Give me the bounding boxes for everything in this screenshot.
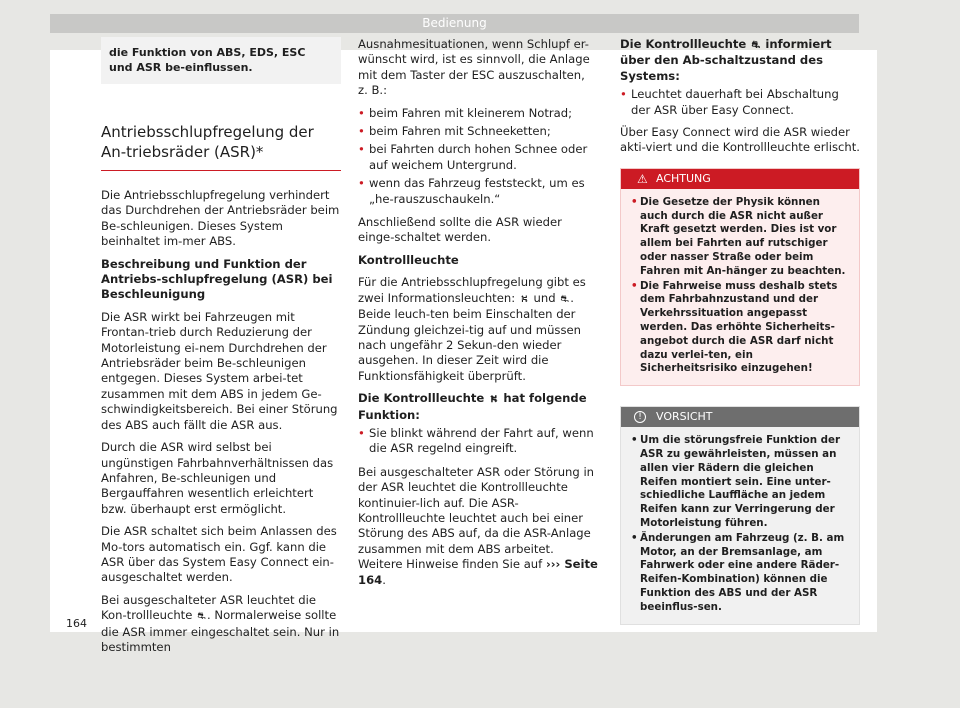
- warning-body: [621, 189, 859, 385]
- paragraph: Durch die ASR wird selbst bei ungünstigen Fahrbahnverhältnissen das Anfahren, Be-schleunigen und Bergauffahren wesentlich erleichtert bzw. überhaupt erst ermöglicht.: [101, 440, 334, 516]
- continued-callout: die Funktion von ABS, EDS, ESC und ASR be-einflussen.: [101, 37, 341, 84]
- paragraph: Ausnahmesituationen, wenn Schlupf er-wünscht wird, ist es sinnvoll, die Anlage mit dem Taster der ESC auszuschalten, z. B.:: [358, 37, 590, 98]
- list-item: [358, 176, 598, 207]
- sub-heading-kontrollleuchte: Kontrollleuchte: [358, 252, 459, 267]
- list-item: [358, 106, 598, 121]
- list-item: [620, 87, 860, 118]
- caution-box: [620, 406, 860, 624]
- bullet-icon: •: [358, 425, 365, 440]
- paragraph: Anschließend sollte die ASR wieder einge-schaltet werden.: [358, 215, 562, 245]
- text-span: Die Kontrollleuchte: [358, 391, 489, 406]
- asr-off-lamp-icon: ⛐: [197, 611, 206, 623]
- text-span: . Beide leuch-ten beim Einschalten der Zündung gleichzei-tig auf und müssen nach ungefähr 2 Sekun-den wieder ausgehen. In dieser Zeit wird die Funktionsfähigkeit überprüft.: [358, 290, 581, 383]
- column-1: [101, 37, 341, 662]
- list-item-text: beim Fahren mit kleinerem Notrad;: [369, 105, 573, 120]
- warning-title: ACHTUNG: [656, 171, 711, 185]
- intro-paragraph: Die Antriebsschlupfregelung verhindert das Durchdrehen der Antriebsräder beim Be-schleunigen. Dieses System beinhaltet im-mer ABS.: [101, 188, 340, 249]
- asr-warning-lamp-icon: ⛕: [490, 394, 498, 406]
- text-span: Für die Antriebsschlupfregelung gibt es zwei Informationsleuchten:: [358, 275, 586, 305]
- asr-warning-lamp-icon: ⛕: [520, 293, 529, 305]
- caution-item-text: Änderungen am Fahrzeug (z. B. am Motor, an der Bremsanlage, am Fahrwerk oder eine andere Räder-Reifen-Kombination) können die Funktion des ABS und der ASR beeinflus-sen.: [640, 531, 845, 613]
- paragraph: [101, 593, 341, 656]
- sub-heading-status: [620, 37, 860, 84]
- warning-header: [621, 169, 859, 189]
- warning-item: [631, 280, 851, 377]
- text-span: Bei ausgeschalteter ASR leuchtet die Kon-trollleuchte: [101, 592, 316, 623]
- text-span: Die Kontrollleuchte: [620, 37, 751, 51]
- bullet-icon: •: [631, 195, 638, 208]
- caution-title: VORSICHT: [656, 410, 713, 424]
- page-number: 164: [66, 617, 87, 630]
- paragraph: Die ASR schaltet sich beim Anlassen des Mo-tors automatisch ein. Ggf. kann die ASR über das System Easy Connect ein- ausgeschaltet werden.: [101, 524, 337, 585]
- caution-body: [621, 427, 859, 623]
- link-text: Seite 164: [358, 557, 598, 587]
- column-2: [358, 37, 598, 595]
- bullet-icon: •: [358, 176, 365, 191]
- list-item: [358, 426, 598, 457]
- bullet-icon: •: [620, 87, 627, 102]
- list-item: [358, 124, 598, 139]
- column-3: [620, 37, 860, 625]
- text-span: . Normalerweise sollte die ASR immer eingeschaltet sein. Nur in bestimmten: [101, 608, 340, 654]
- warning-box: [620, 168, 860, 386]
- bullet-icon: •: [358, 105, 365, 120]
- warning-item-text: Die Fahrweise muss deshalb stets dem Fahrbahnzustand und der Verkehrssituation angepasst werden. Das erhöhte Sicherheits-angebot durch die ASR darf nicht dazu verlei-ten, ein Sicherheitsrisiko einzugehen!: [640, 279, 838, 375]
- caution-header: [621, 407, 859, 427]
- list-item-text: wenn das Fahrzeug feststeckt, um es „he-rauszuschaukeln.“: [369, 176, 585, 206]
- bullet-icon: •: [631, 279, 638, 292]
- asr-off-lamp-icon: ⛐: [560, 293, 570, 305]
- info-circle-icon: !: [634, 411, 646, 423]
- paragraph: [358, 275, 598, 384]
- caution-item-text: Um die störungsfreie Funktion der ASR zu gewährleisten, müssen an allen vier Rädern die gleichen Reifen montiert sein. Eine unter-schiedliche Lauffläche an jedem Reifen kann zur Verringerung der Motorleistung führen.: [640, 434, 841, 529]
- caution-item: [631, 532, 851, 615]
- caution-item: [631, 434, 851, 531]
- paragraph: Über Easy Connect wird die ASR wieder akti-viert und die Kontrollleuchte erlischt.: [620, 125, 860, 155]
- sub-heading-function: [358, 391, 598, 423]
- warning-triangle-icon: ⚠: [637, 171, 648, 186]
- list-item-text: Sie blinkt während der Fahrt auf, wenn die ASR regelnd eingreift.: [369, 425, 594, 456]
- bullet-icon: •: [358, 142, 365, 157]
- list-item-text: beim Fahren mit Schneeketten;: [369, 124, 551, 139]
- text-span: .: [382, 572, 386, 587]
- text-span: Bei ausgeschalteter ASR oder Störung in der ASR leuchtet die Kontrollleuchte kontinuier-lich auf. Die ASR-Kontrollleuchte leuchtet auch bei einer Störung des ABS auf, da die ASR-Anlage zusammen mit dem ABS arbeitet. Weitere Hinweise finden Sie auf: [358, 464, 595, 572]
- paragraph: [358, 465, 598, 588]
- text-span: informiert über den Ab-schaltzustand des Systems:: [620, 37, 832, 83]
- bullet-icon: •: [631, 434, 638, 447]
- warning-item-text: Die Gesetze der Physik können auch durch die ASR nicht außer Kraft gesetzt werden. Dies ist vor allem bei Fahrten auf rutschiger oder nasser Straße oder beim Fahren mit An-hänger zu beachten.: [640, 195, 846, 277]
- bullet-icon: •: [358, 124, 365, 139]
- asr-off-lamp-icon: ⛐: [751, 40, 761, 51]
- paragraph: Die ASR wirkt bei Fahrzeugen mit Frontan-trieb durch Reduzierung der Motorleistung ei-nem Durchdrehen der Antriebsräder beim Be-schleunigen entgegen. Dieses System arbei-tet zusammen mit dem ABS in jedem Ge-schwindigkeitsbereich. Bei einer Störung des ABS auch fällt die ASR aus.: [101, 309, 338, 432]
- text-span: und: [529, 290, 560, 305]
- link-arrow-icon: ›››: [545, 557, 561, 572]
- list-item-text: Leuchtet dauerhaft bei Abschaltung der ASR über Easy Connect.: [631, 87, 839, 117]
- list-item: [358, 142, 598, 173]
- list-item-text: bei Fahrten durch hohen Schnee oder auf weichem Untergrund.: [369, 142, 588, 172]
- section-title: Antriebsschlupfregelung der An-triebsräder (ASR)*: [101, 122, 341, 171]
- sub-heading-description: Beschreibung und Funktion der Antriebs-schlupfregelung (ASR) bei Beschleunigung: [101, 256, 333, 302]
- bullet-icon: •: [631, 531, 638, 544]
- warning-item: [631, 196, 851, 279]
- text-span: hat folgende Funktion:: [358, 391, 587, 422]
- page-header: Bedienung: [50, 14, 859, 33]
